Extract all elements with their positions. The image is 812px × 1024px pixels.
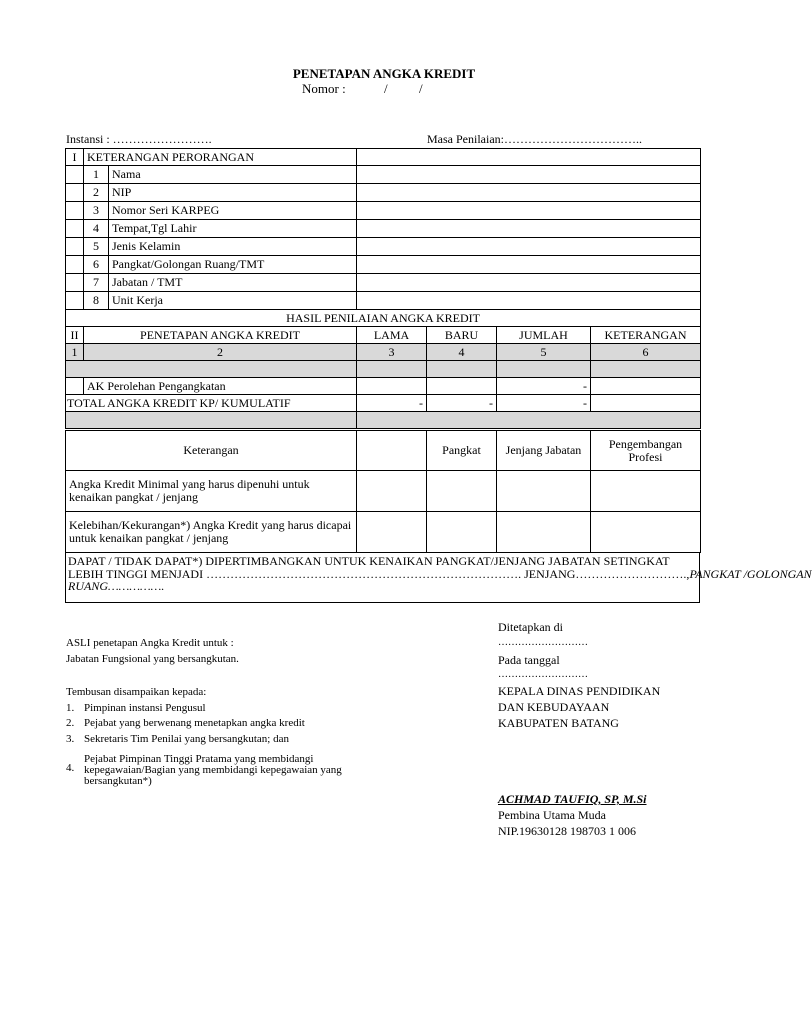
section2-number: II [66, 327, 84, 344]
section2-heading-row [66, 310, 701, 327]
personal-and-credit-table [65, 148, 701, 429]
row-label: Pangkat/Golongan Ruang/TMT [109, 256, 357, 274]
col-header-keterangan: KETERANGAN [591, 327, 701, 344]
instansi-field: Instansi : ……………………. [66, 132, 212, 146]
office-line-3: KABUPATEN BATANG [498, 716, 619, 730]
nomor-slash-2: / [419, 81, 423, 96]
col-number: 2 [84, 344, 357, 361]
row-label: Nomor Seri KARPEG [109, 202, 357, 220]
row-value [357, 292, 701, 310]
requirement-row [66, 512, 701, 553]
asli-label: ASLI penetapan Angka Kredit untuk : [66, 637, 234, 649]
requirement-row [66, 471, 701, 512]
row-number: 8 [84, 292, 109, 310]
total-jumlah: - [497, 395, 591, 412]
ditetapkan-label: Ditetapkan di [498, 620, 563, 634]
row-value [357, 184, 701, 202]
requirement-table [65, 430, 701, 553]
row-number: 7 [84, 274, 109, 292]
row-value [357, 166, 701, 184]
ak-perolehan-row [66, 378, 701, 395]
signer-nip: NIP.19630128 198703 1 006 [498, 824, 637, 838]
jabatan-label: Jabatan Fungsional yang bersangkutan. [66, 653, 239, 665]
section1-title: KETERANGAN PERORANGAN [84, 149, 357, 166]
list-item: 4. Pejabat Pimpinan Tinggi Pratama yang membidangi kepegawaian/Bagian yang membidangi kepegawaian yang bersangkutan*) [66, 753, 342, 787]
row-value [357, 274, 701, 292]
row-label: Unit Kerja [109, 292, 357, 310]
section2-heading: HASIL PENILAIAN ANGKA KREDIT [66, 310, 701, 327]
personal-row [66, 238, 701, 256]
col-number: 1 [66, 344, 84, 361]
nomor-line [302, 81, 423, 97]
col-header-baru: BARU [427, 327, 497, 344]
office-line-1: KEPALA DINAS PENDIDIKAN [498, 684, 661, 698]
row-value [357, 238, 701, 256]
total-baru: - [427, 395, 497, 412]
row-number: 5 [84, 238, 109, 256]
col-header-penetapan: PENETAPAN ANGKA KREDIT [84, 327, 357, 344]
personal-row [66, 220, 701, 238]
list-item: 1. Pimpinan instansi Pengusul [66, 702, 206, 714]
section2-column-headers [66, 327, 701, 344]
nomor-slash-1: / [384, 81, 388, 96]
row-label: Jabatan / TMT [109, 274, 357, 292]
decision-table [65, 552, 812, 603]
requirement-header-row [66, 431, 701, 471]
row-label: Nama [109, 166, 357, 184]
pengembangan-header: Pengembangan Profesi [591, 431, 701, 471]
requirement-label: Angka Kredit Minimal yang harus dipenuhi untuk kenaikan pangkat / jenjang [66, 471, 357, 512]
column-number-row [66, 344, 701, 361]
row-label: Jenis Kelamin [109, 238, 357, 256]
col-header-lama: LAMA [357, 327, 427, 344]
row-label: NIP [109, 184, 357, 202]
total-row [66, 395, 701, 412]
blank-gray-row [66, 361, 701, 378]
row-number: 3 [84, 202, 109, 220]
row-number: 1 [84, 166, 109, 184]
decision-text: DAPAT / TIDAK DAPAT*) DIPERTIMBANGKAN UNTUK KENAIKAN PANGKAT/JENJANG JABATAN SETINGKAT LEBIH TINGGI MENJADI ……………………………………………………………………. JENJANG……………………….,PANGKAT /GOLONGAN RUANG……………. [66, 553, 700, 603]
signer-name: ACHMAD TAUFIQ, SP, M.Si [498, 792, 647, 806]
personal-row [66, 256, 701, 274]
col-number: 5 [497, 344, 591, 361]
tanggal-dots: ……………………… [498, 669, 588, 680]
personal-row [66, 202, 701, 220]
list-item: 3. Sekretaris Tim Penilai yang bersangkutan; dan [66, 733, 289, 745]
row-value [357, 220, 701, 238]
jenjang-header: Jenjang Jabatan [497, 431, 591, 471]
tembusan-label: Tembusan disampaikan kepada: [66, 686, 207, 698]
list-item: 2. Pejabat yang berwenang menetapkan angka kredit [66, 717, 305, 729]
row-value [357, 202, 701, 220]
ditetapkan-dots: ……………………… [498, 637, 588, 648]
row-value [357, 256, 701, 274]
col-number: 3 [357, 344, 427, 361]
nomor-label: Nomor : [302, 81, 346, 96]
total-lama: - [357, 395, 427, 412]
pada-tanggal-label: Pada tanggal [498, 653, 560, 667]
personal-row [66, 274, 701, 292]
total-label: TOTAL ANGKA KREDIT KP/ KUMULATIF [66, 395, 357, 412]
row-number: 4 [84, 220, 109, 238]
personal-row [66, 292, 701, 310]
page-title: PENETAPAN ANGKA KREDIT [292, 66, 476, 81]
blank-gray-row-2 [66, 412, 701, 429]
ak-perolehan-label: AK Perolehan Pengangkatan [84, 378, 357, 395]
signer-rank: Pembina Utama Muda [498, 808, 606, 822]
keterangan-header: Keterangan [66, 431, 357, 471]
ak-perolehan-jumlah: - [497, 378, 591, 395]
office-line-2: DAN KEBUDAYAAN [498, 700, 610, 714]
masa-penilaian-field: Masa Penilaian:…………………………….. [427, 132, 642, 146]
personal-row [66, 166, 701, 184]
row-number: 2 [84, 184, 109, 202]
section1-number: I [66, 149, 84, 166]
requirement-label: Kelebihan/Kekurangan*) Angka Kredit yang harus dicapai untuk kenaikan pangkat / jenjang [66, 512, 357, 553]
row-number: 6 [84, 256, 109, 274]
col-number: 4 [427, 344, 497, 361]
col-number: 6 [591, 344, 701, 361]
row-label: Tempat,Tgl Lahir [109, 220, 357, 238]
col-header-jumlah: JUMLAH [497, 327, 591, 344]
section1-header-row [66, 149, 701, 166]
personal-row [66, 184, 701, 202]
pangkat-header: Pangkat [427, 431, 497, 471]
